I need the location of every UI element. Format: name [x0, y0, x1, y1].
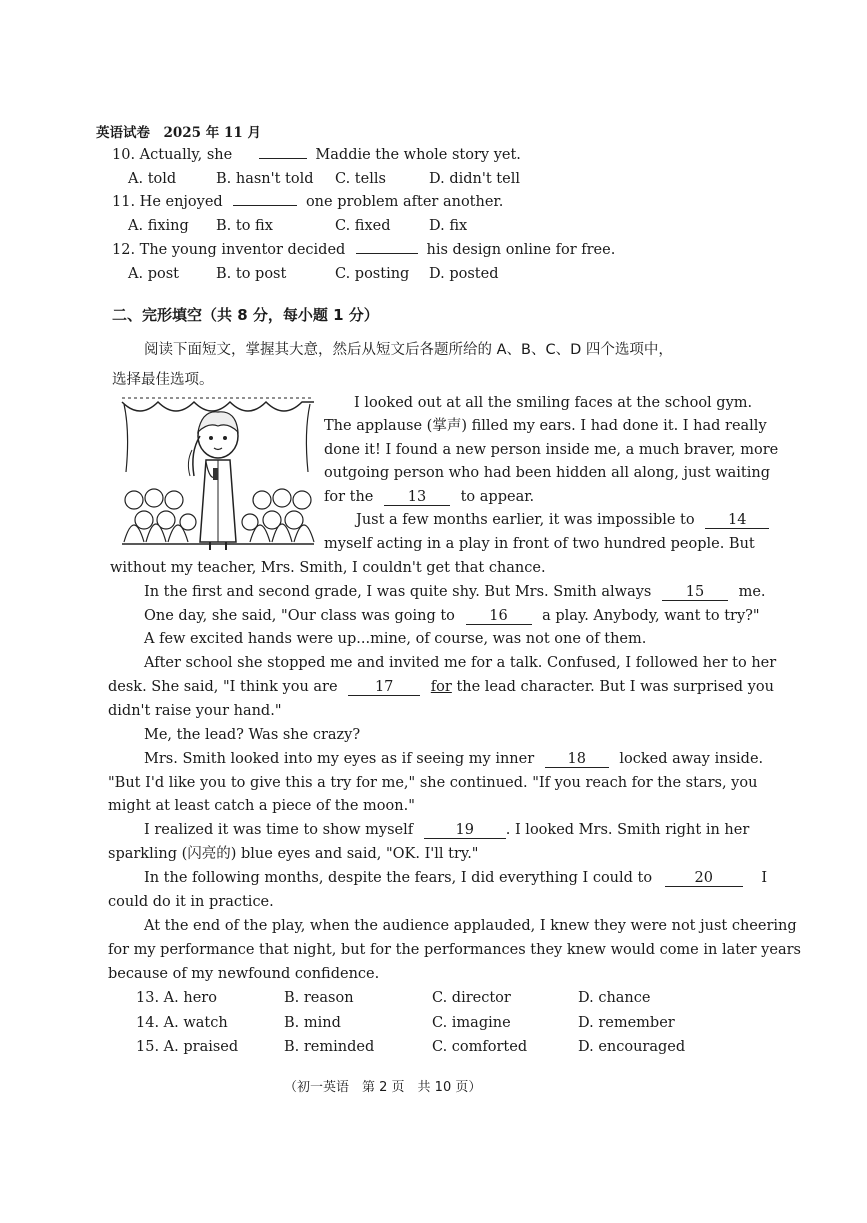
question-12-blank[interactable]	[356, 253, 418, 254]
passage-line: In the first and second grade, I was quite shy. But Mrs. Smith always 15 me.	[144, 584, 766, 600]
question-11-stem-end: one problem after another.	[305, 194, 504, 210]
option-15-b[interactable]: B. reminded	[284, 1039, 375, 1055]
option-13-b[interactable]: B. reason	[284, 990, 354, 1006]
passage-line: A few excited hands were up...mine, of course, was not one of them.	[144, 631, 647, 647]
passage-line: After school she stopped me and invited me for a talk. Confused, I followed her to her	[144, 655, 777, 671]
option-14-b[interactable]: B. mind	[284, 1015, 341, 1031]
question-10-options	[128, 169, 520, 189]
cloze-blank-20[interactable]: 20	[665, 870, 743, 887]
passage-line: I realized it was time to show myself 19 . I looked Mrs. Smith right in her	[144, 822, 750, 838]
passage-line: for my performance that night, but for the performances they knew would come in later years	[108, 942, 801, 958]
cloze-blank-13[interactable]: 13	[384, 489, 450, 506]
option-12-d[interactable]: D. posted	[429, 266, 499, 282]
question-10	[112, 145, 521, 165]
option-12-c[interactable]: C. posting	[335, 266, 410, 282]
question-11	[112, 192, 503, 212]
option-15-a[interactable]: 15. A. praised	[136, 1039, 239, 1055]
passage-line: In the following months, despite the fears, I did everything I could to 20 I	[144, 870, 768, 886]
question-10-stem-end: Maddie the whole story yet.	[315, 147, 521, 163]
passage-line: sparkling (闪亮的) blue eyes and said, "OK. I'll try."	[108, 846, 479, 862]
passage-line: outgoing person who had been hidden all along, just waiting	[324, 465, 770, 481]
passage-line: myself acting in a play in front of two hundred people. But	[324, 536, 755, 552]
page-footer: （初一英语 第 2 页 共 10 页）	[284, 1080, 482, 1095]
option-11-b[interactable]: B. to fix	[216, 218, 273, 234]
option-12-a[interactable]: A. post	[128, 266, 179, 282]
cloze-blank-18[interactable]: 18	[545, 751, 609, 768]
section-2-instruction-cont: 选择最佳选项。	[112, 372, 214, 388]
question-10-blank[interactable]	[259, 158, 307, 159]
passage-line: didn't raise your hand."	[108, 703, 282, 719]
option-14-c[interactable]: C. imagine	[432, 1015, 511, 1031]
question-10-stem: 10. Actually, she	[112, 147, 233, 163]
passage-line: Just a few months earlier, it was impossible to 14	[356, 510, 769, 530]
option-15-c[interactable]: C. comforted	[432, 1039, 528, 1055]
cloze-blank-19[interactable]: 19	[424, 822, 506, 839]
option-14-a[interactable]: 14. A. watch	[136, 1015, 228, 1031]
option-11-c[interactable]: C. fixed	[335, 218, 391, 234]
passage-line: The applause (掌声) filled my ears. I had done it. I had really	[324, 418, 767, 434]
option-12-b[interactable]: B. to post	[216, 266, 287, 282]
cloze-options-13	[136, 988, 650, 1008]
option-10-d[interactable]: D. didn't tell	[429, 171, 520, 187]
section-2-instruction: 阅读下面短文，掌握其大意，然后从短文后各题所给的 A、B、C、D 四个选项中，	[144, 342, 673, 358]
passage-line: desk. She said, "I think you are 17 for the lead character. But I was surprised you	[108, 679, 774, 695]
passage-line: I looked out at all the smiling faces at the school gym.	[354, 395, 753, 411]
exam-header: 英语试卷 2025 年 11 月	[96, 125, 261, 141]
cloze-options-14	[136, 1013, 675, 1033]
question-11-options	[128, 216, 467, 236]
passage-line: Mrs. Smith looked into my eyes as if seeing my inner 18 locked away inside.	[144, 751, 764, 767]
passage-line: At the end of the play, when the audience applauded, I knew they were not just cheering	[144, 918, 797, 934]
option-14-d[interactable]: D. remember	[578, 1015, 675, 1031]
option-15-d[interactable]: D. encouraged	[578, 1039, 686, 1055]
passage-line: done it! I found a new person inside me, a much braver, more	[324, 442, 779, 458]
question-12-options	[128, 264, 498, 284]
option-13-a[interactable]: 13. A. hero	[136, 990, 217, 1006]
cloze-blank-15[interactable]: 15	[662, 584, 728, 601]
option-11-d[interactable]: D. fix	[429, 218, 468, 234]
passage-line: One day, she said, "Our class was going to 16 a play. Anybody, want to try?"	[144, 608, 760, 624]
question-12-stem-end: his design online for free.	[426, 242, 616, 258]
option-10-a[interactable]: A. told	[128, 171, 177, 187]
cloze-blank-17[interactable]: 17	[348, 679, 420, 696]
cloze-blank-14[interactable]: 14	[705, 512, 769, 529]
passage-line: Me, the lead? Was she crazy?	[144, 727, 361, 743]
option-13-c[interactable]: C. director	[432, 990, 511, 1006]
passage-line: for the 13 to appear.	[324, 489, 535, 505]
option-11-a[interactable]: A. fixing	[128, 218, 189, 234]
passage-line: "But I'd like you to give this a try for me," she continued. "If you reach for the stars, you	[108, 775, 758, 791]
passage-line: because of my newfound confidence.	[108, 966, 380, 982]
option-13-d[interactable]: D. chance	[578, 990, 651, 1006]
question-12	[112, 240, 615, 260]
question-11-stem: 11. He enjoyed	[112, 194, 223, 210]
question-12-stem: 12. The young inventor decided	[112, 242, 346, 258]
option-10-b[interactable]: B. hasn't told	[216, 171, 314, 187]
passage-line: without my teacher, Mrs. Smith, I couldn't get that chance.	[110, 560, 546, 576]
cloze-blank-16[interactable]: 16	[466, 608, 532, 625]
passage-line: could do it in practice.	[108, 894, 274, 910]
section-2-title: 二、完形填空（共 8 分，每小题 1 分）	[112, 306, 379, 324]
cloze-options-15	[136, 1037, 685, 1057]
question-11-blank[interactable]	[233, 205, 297, 206]
girl-on-stage-illustration	[120, 392, 316, 552]
passage-line: might at least catch a piece of the moon."	[108, 798, 415, 814]
option-10-c[interactable]: C. tells	[335, 171, 386, 187]
